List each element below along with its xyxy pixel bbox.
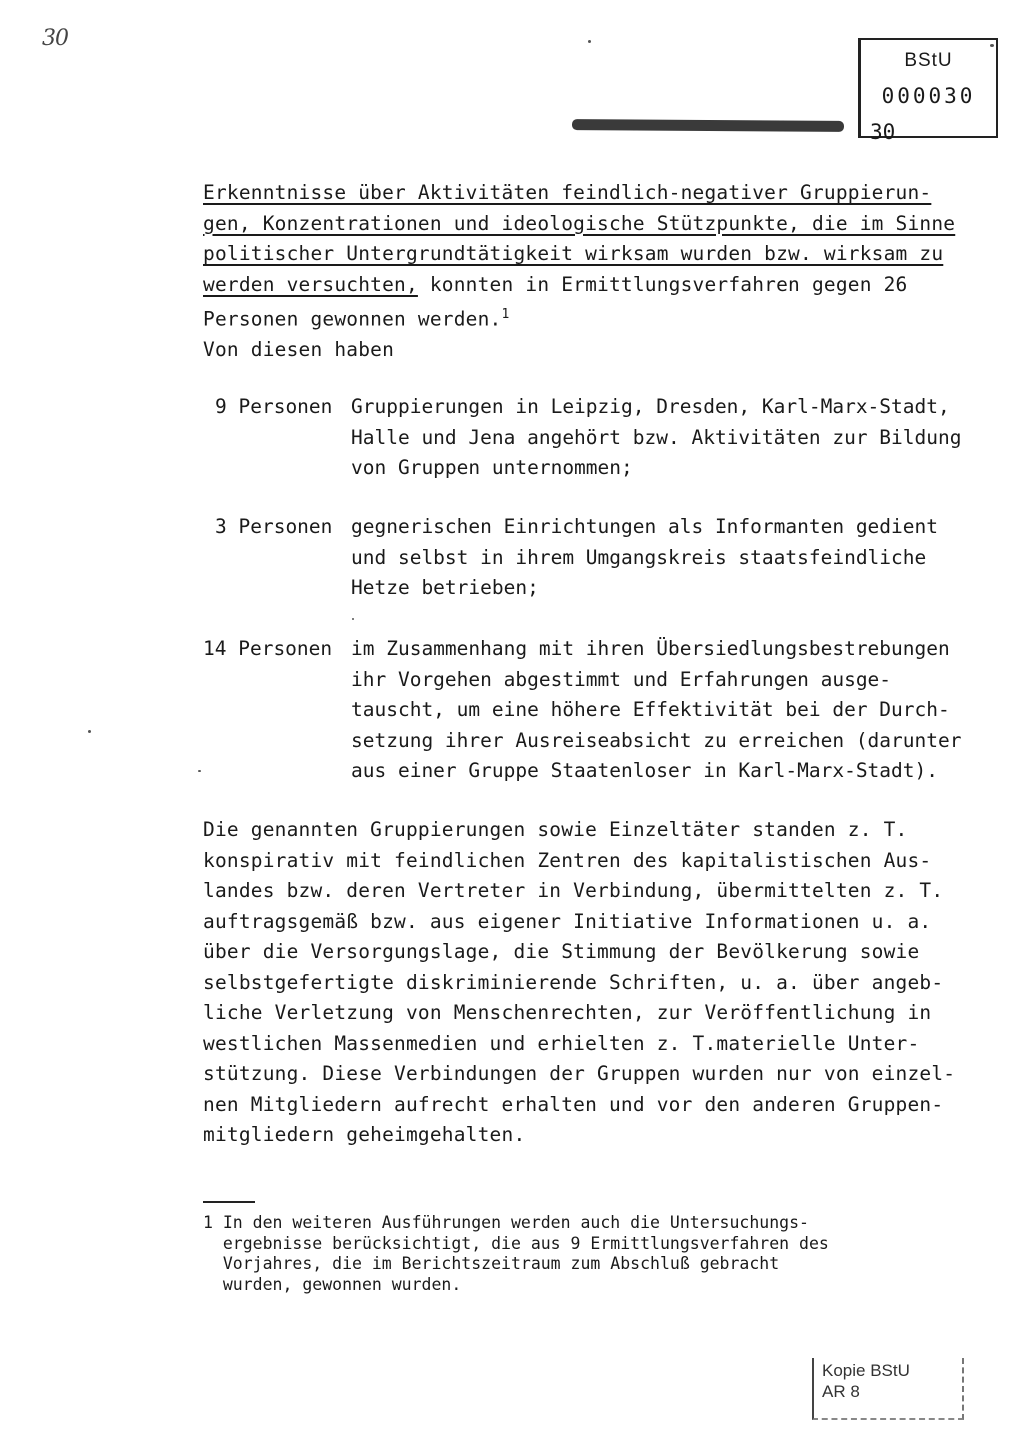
- item-count: 14 Personen: [203, 637, 333, 660]
- stamp-number: 000030: [881, 84, 976, 108]
- intro-line: Von diesen haben: [203, 338, 395, 361]
- scan-speck: [990, 44, 994, 47]
- footnote: 1 In den weiteren Ausführungen werden auch die Untersuchungs- ergebnisse berücksichtigt, die aus 9 Ermittlungsverfahren des Vorjahres, die im Berichtszeitraum zum Abschluß gebracht wurden, gewonnen wurden.: [203, 1213, 829, 1294]
- redaction-bar: [572, 119, 844, 132]
- item-text: Gruppierungen in Leipzig, Dresden, Karl-Marx-Stadt, Halle und Jena angehört bzw. Aktivitäten zur Bildung von Gruppen unternommen;: [351, 395, 962, 479]
- intro-paragraph: [203, 178, 955, 366]
- intro-line: gen, Konzentrationen und ideologische Stützpunkte, die im Sinne: [203, 211, 956, 235]
- footnote-divider: [203, 1201, 255, 1203]
- copy-stamp-code: AR 8: [822, 1382, 860, 1401]
- item-count: 9 Personen: [215, 395, 333, 418]
- intro-line: konnten in Ermittlungsverfahren gegen 26: [417, 272, 908, 296]
- handwritten-page-number: 30: [42, 26, 68, 51]
- page-number: 30: [870, 120, 896, 144]
- item-count: 3 Personen: [215, 515, 333, 538]
- item-text: gegnerischen Einrichtungen als Informanten gedient und selbst in ihrem Umgangskreis staatsfeindliche Hetze betrieben;: [351, 515, 938, 599]
- scan-speck: [198, 770, 201, 772]
- intro-line: werden versuchten,: [203, 272, 418, 296]
- scan-speck: [588, 40, 591, 43]
- copy-stamp: [812, 1358, 964, 1420]
- body-paragraph: Die genannten Gruppierungen sowie Einzeltäter standen z. T. konspirativ mit feindlichen Zentren des kapitalistischen Aus- landes bzw. deren Vertreter in Verbindung, übermittelten z. T. auftragsgemäß bzw. aus eigener Initiative Informationen u. a. über die Versorgungslage, die Stimmung der Bevölkerung sowie selbstgefertigte diskriminierende Schriften, u. a. über angeb- liche Verletzung von Menschenrechten, zur Veröffentlichung in westlichen Massenmedien und erhielten z. T.materielle Unter- stützung. Diese Verbindungen der Gruppen wurden nur von einzel- nen Mitgliedern aufrecht erhalten und vor den anderen Gruppen- mitgliedern geheimgehalten.: [203, 818, 956, 1146]
- scan-speck: [88, 730, 91, 733]
- copy-stamp-label: Kopie BStU: [822, 1361, 910, 1380]
- stamp-agency: BStU: [904, 50, 953, 71]
- intro-line: Erkenntnisse über Aktivitäten feindlich-negativer Gruppierun-: [203, 181, 932, 204]
- footnote-reference: 1: [501, 307, 510, 322]
- intro-line: politischer Untergrundtätigkeit wirksam wurden bzw. wirksam zu: [203, 242, 944, 265]
- intro-line: Personen gewonnen werden.: [203, 307, 502, 331]
- scan-speck: [352, 618, 354, 620]
- item-text: im Zusammenhang mit ihren Übersiedlungsbestrebungen ihr Vorgehen abgestimmt und Erfahrungen ausge- tauscht, um eine höhere Effektivität bei der Durch- setzung ihrer Ausreiseabsicht zu erreichen (darunter aus einer Gruppe Staatenloser in Karl-Marx-Stadt).: [351, 637, 962, 782]
